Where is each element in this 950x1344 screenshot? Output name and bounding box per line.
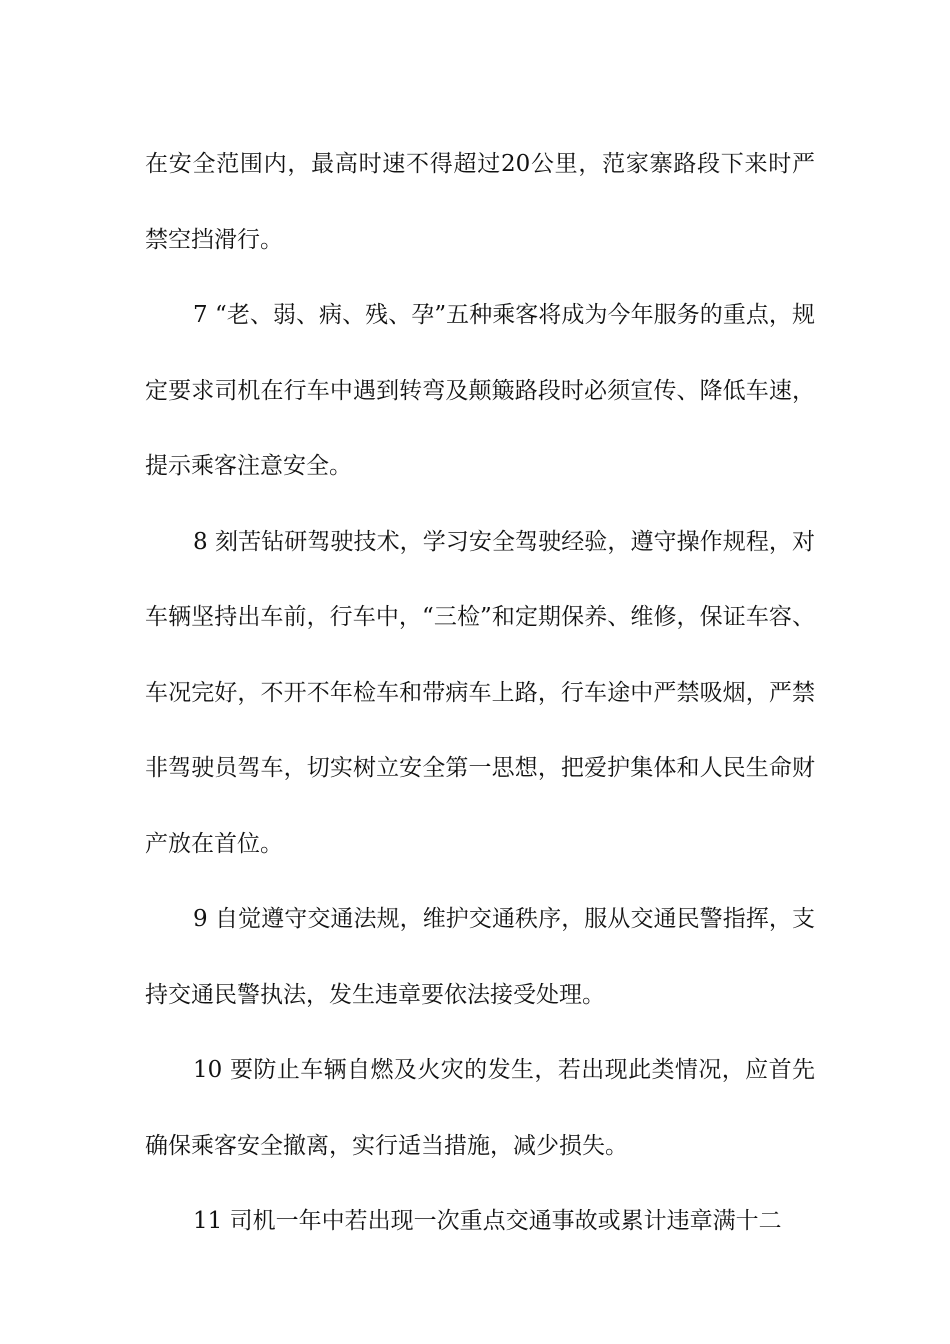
document-body	[145, 127, 815, 1260]
paragraph-item-8: 8 刻苦钻研驾驶技术，学习安全驾驶经验，遵守操作规程，对车辆坚持出车前，行车中，“三检”和定期保养、维修，保证车容、车况完好，不开不年检车和带病车上路，行车途中严禁吸烟，严禁非驾驶员驾车，切实树立安全第一思想，把爱护集体和人民生命财产放在首位。	[145, 528, 815, 857]
paragraph-item-10: 10 要防止车辆自燃及火灾的发生，若出现此类情况，应首先确保乘客安全撤离，实行适当措施，减少损失。	[145, 1057, 815, 1159]
paragraph-item-11: 11 司机一年中若出现一次重点交通事故或累计违章满十二	[193, 1208, 782, 1234]
paragraph-item-9: 9 自觉遵守交通法规，维护交通秩序，服从交通民警指挥，支持交通民警执法，发生违章要依法接受处理。	[145, 906, 815, 1008]
paragraph-continued: 在安全范围内，最高时速不得超过20公里，范家寨路段下来时严禁空挡滑行。	[145, 151, 815, 253]
paragraph-item-7: 7 “老、弱、病、残、孕”五种乘客将成为今年服务的重点，规定要求司机在行车中遇到转弯及颠簸路段时必须宣传、降低车速，提示乘客注意安全。	[145, 302, 815, 479]
